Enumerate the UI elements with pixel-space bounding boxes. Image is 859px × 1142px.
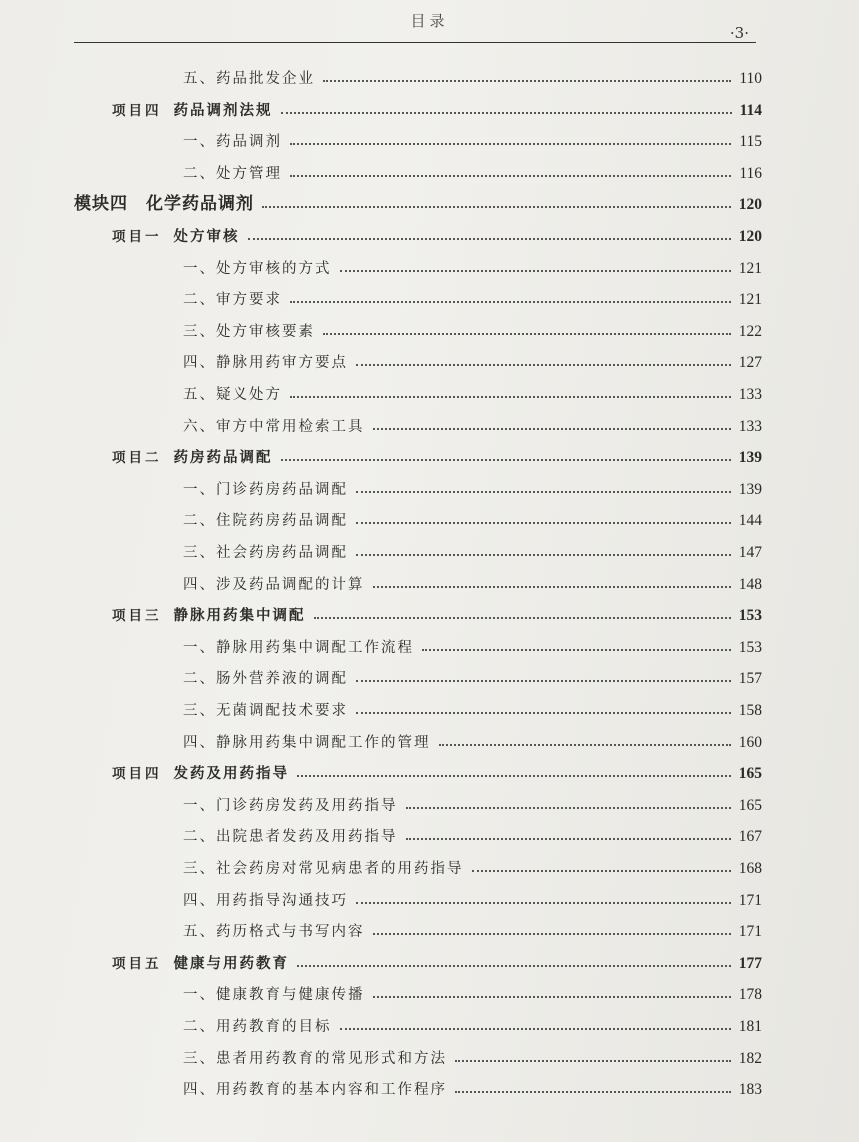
toc-entry-label — [183, 731, 431, 752]
toc-entry-module — [74, 188, 762, 214]
toc-entry-label — [183, 541, 348, 562]
dot-leader — [356, 491, 731, 493]
dot-leader — [373, 933, 731, 935]
toc-entry-page-number: 157 — [738, 670, 762, 688]
toc-entry-page-number: 160 — [738, 733, 762, 751]
toc-entry-label — [112, 604, 306, 625]
toc-entry-project — [112, 94, 762, 120]
toc-entry-page-number: 115 — [739, 133, 762, 151]
toc-entry-label — [183, 825, 398, 846]
toc-entry-title: 四、涉及药品调配的计算 — [183, 576, 365, 593]
toc-entry-page-number: 181 — [738, 1018, 762, 1035]
toc-entry-section — [183, 378, 762, 404]
toc-entry-page-number: 116 — [739, 164, 762, 182]
toc-entry-label — [183, 257, 332, 278]
toc-entry-label — [112, 225, 240, 246]
toc-entry-title: 一、处方审核的方式 — [183, 260, 332, 277]
toc-entry-section — [183, 1042, 762, 1068]
toc-entry-page-number: 147 — [738, 544, 762, 561]
toc-entry-title: 一、药品调剂 — [183, 134, 282, 151]
toc-entry-label — [183, 1015, 332, 1036]
toc-entry-section — [183, 157, 762, 183]
toc-entry-page-number: 120 — [738, 228, 762, 245]
toc-entry-page-number: 122 — [738, 322, 762, 340]
toc-entry-label — [183, 288, 282, 309]
toc-entry-section — [183, 315, 762, 341]
toc-entry-title: 发药及用药指导 — [173, 765, 289, 783]
dot-leader — [323, 80, 731, 82]
toc-entry-section — [183, 789, 762, 815]
project-number-tag: 项目四 — [112, 766, 162, 783]
toc-entry-label — [183, 1047, 447, 1068]
dot-leader — [455, 1091, 731, 1093]
dot-leader — [356, 712, 731, 714]
dot-leader — [472, 870, 731, 872]
toc-entry-title: 三、处方审核要素 — [183, 323, 315, 340]
running-header-title: 目录 — [410, 12, 449, 30]
project-number-tag: 项目一 — [112, 229, 162, 245]
toc-entry-label — [183, 667, 348, 688]
dot-leader — [323, 333, 731, 335]
toc-entry-page-number: 171 — [738, 923, 762, 941]
toc-entry-page-number: 171 — [738, 891, 762, 909]
toc-entry-page-number: 133 — [738, 417, 762, 435]
dot-leader — [373, 428, 731, 430]
toc-entry-section — [183, 252, 762, 278]
toc-entry-section — [183, 504, 762, 530]
toc-entry-title: 五、药历格式与书写内容 — [183, 924, 365, 941]
toc-entry-page-number: 165 — [738, 765, 762, 783]
toc-entry-label — [183, 320, 315, 341]
toc-entry-title: 健康与用药教育 — [173, 954, 289, 972]
dot-leader — [373, 996, 731, 998]
toc-entry-section — [183, 346, 762, 372]
toc-entry-label — [183, 162, 282, 183]
toc-entry-project — [112, 947, 762, 973]
toc-entry-page-number: 153 — [738, 638, 762, 656]
toc-entry-label — [183, 794, 398, 815]
toc-entry-label — [183, 1078, 447, 1099]
toc-entry-page-number: 139 — [738, 449, 762, 467]
toc-entry-title: 三、社会药房对常见病患者的用药指导 — [183, 861, 464, 877]
dot-leader — [340, 270, 731, 272]
toc-entry-label — [74, 189, 254, 214]
toc-entry-section — [183, 631, 762, 657]
toc-entry-section — [183, 536, 762, 562]
toc-entry-label — [183, 857, 464, 878]
toc-entry-project — [112, 441, 762, 467]
toc-entry-title: 五、药品批发企业 — [183, 71, 315, 87]
dot-leader — [356, 554, 731, 556]
toc-entry-title: 四、静脉用药审方要点 — [183, 355, 348, 372]
toc-entry-label — [183, 130, 282, 151]
toc-entry-label — [183, 983, 365, 1004]
dot-leader — [290, 175, 731, 177]
toc-entry-section — [183, 694, 762, 720]
toc-entry-page-number: 165 — [738, 796, 762, 814]
dot-leader — [281, 459, 731, 461]
toc-entry-section — [183, 125, 762, 151]
toc-entry-page-number: 182 — [738, 1049, 762, 1067]
dot-leader — [422, 649, 731, 651]
toc-entry-label — [183, 415, 365, 436]
toc-entry-section — [183, 978, 762, 1004]
dot-leader — [290, 301, 731, 303]
dot-leader — [281, 112, 732, 114]
project-number-tag: 项目三 — [112, 608, 162, 625]
header-rule — [74, 42, 756, 43]
toc-entry-project — [112, 757, 762, 783]
dot-leader — [406, 838, 731, 840]
toc-entry-page-number: 158 — [738, 702, 762, 719]
toc-entry-label — [183, 699, 348, 720]
toc-entry-title: 一、门诊药房发药及用药指导 — [183, 797, 398, 814]
toc-entry-section — [183, 410, 762, 436]
toc-entry-page-number: 114 — [739, 101, 762, 119]
dot-leader — [290, 396, 731, 398]
toc-entry-page-number: 148 — [738, 575, 762, 593]
dot-leader — [373, 586, 731, 588]
toc-entry-label — [112, 446, 273, 467]
toc-entry-title: 一、健康教育与健康传播 — [183, 987, 365, 1004]
toc-entry-title: 二、住院药房药品调配 — [183, 513, 348, 530]
toc-entry-title: 模块四 化学药品调剂 — [74, 194, 254, 215]
toc-entry-section — [183, 473, 762, 499]
toc-entry-project — [112, 599, 762, 625]
toc-entry-section — [183, 1073, 762, 1099]
toc-entry-section — [183, 726, 762, 752]
toc-entry-page-number: 121 — [738, 291, 762, 309]
toc-entry-page-number: 127 — [738, 354, 762, 372]
dot-leader — [262, 206, 731, 208]
toc-entry-page-number: 120 — [738, 196, 762, 214]
toc-entry-section — [183, 1010, 762, 1036]
toc-entry-title: 处方审核 — [173, 228, 240, 245]
toc-entry-title: 二、处方管理 — [183, 165, 282, 182]
toc-entry-page-number: 139 — [738, 480, 762, 498]
toc-entry-title: 三、患者用药教育的常见形式和方法 — [183, 1050, 447, 1067]
dot-leader — [340, 1028, 731, 1030]
dot-leader — [356, 680, 731, 682]
project-number-tag: 项目五 — [112, 955, 162, 972]
toc-entry-title: 药房药品调配 — [173, 449, 273, 467]
toc-entry-page-number: 121 — [738, 259, 762, 277]
toc-entry-title: 三、无菌调配技术要求 — [183, 703, 348, 719]
toc-entry-page-number: 153 — [738, 607, 762, 625]
toc-entry-label — [112, 99, 273, 120]
toc-entry-section — [183, 915, 762, 941]
dot-leader — [356, 522, 731, 524]
toc-entry-label — [183, 636, 414, 657]
toc-entry-page-number: 168 — [738, 860, 762, 877]
toc-entry-page-number: 183 — [738, 1081, 762, 1099]
toc-entry-title: 二、审方要求 — [183, 292, 282, 309]
project-number-tag: 项目四 — [112, 102, 162, 119]
dot-leader — [290, 143, 731, 145]
toc-entry-label — [183, 383, 282, 404]
toc-entry-label — [112, 762, 289, 783]
toc-entry-title: 四、静脉用药集中调配工作的管理 — [183, 734, 431, 751]
toc-entry-page-number: 144 — [738, 512, 762, 530]
toc-entry-section — [183, 852, 762, 878]
dot-leader — [356, 902, 731, 904]
toc-entry-title: 四、用药教育的基本内容和工作程序 — [183, 1082, 447, 1099]
toc-entry-page-number: 133 — [738, 386, 762, 403]
dot-leader — [406, 807, 731, 809]
toc-entry-title: 静脉用药集中调配 — [173, 607, 306, 625]
toc-entry-title: 二、肠外营养液的调配 — [183, 671, 348, 688]
toc-entry-title: 五、疑义处方 — [183, 387, 282, 403]
toc-entry-title: 四、用药指导沟通技巧 — [183, 892, 348, 909]
dot-leader — [297, 965, 731, 967]
toc-entry-page-number: 110 — [739, 70, 762, 87]
toc-entry-label — [112, 952, 289, 973]
toc-entry-title: 三、社会药房药品调配 — [183, 545, 348, 561]
toc-entry-label — [183, 478, 348, 499]
toc-entry-section — [183, 568, 762, 594]
toc-entry-section — [183, 62, 762, 88]
toc-entry-label — [183, 573, 365, 594]
project-number-tag: 项目二 — [112, 450, 162, 467]
dot-leader — [248, 238, 731, 240]
toc-entry-label — [183, 509, 348, 530]
toc-entry-title: 六、审方中常用检索工具 — [183, 418, 365, 435]
toc-entry-label — [183, 889, 348, 910]
toc-entry-title: 药品调剂法规 — [173, 101, 273, 119]
dot-leader — [455, 1060, 731, 1062]
toc-entry-title: 一、门诊药房药品调配 — [183, 481, 348, 498]
toc-entry-label — [183, 351, 348, 372]
toc-entry-page-number: 177 — [738, 954, 762, 972]
toc-entry-label — [183, 67, 315, 88]
dot-leader — [297, 775, 731, 777]
toc-entry-section — [183, 283, 762, 309]
toc-entry-page-number: 167 — [738, 828, 762, 846]
page-number: ·3· — [729, 24, 749, 42]
toc-entry-section — [183, 662, 762, 688]
toc-entry-page-number: 178 — [738, 986, 762, 1004]
toc-entry-title: 二、用药教育的目标 — [183, 1019, 332, 1035]
dot-leader — [314, 617, 731, 619]
toc-entry-title: 一、静脉用药集中调配工作流程 — [183, 639, 414, 656]
toc-entry-label — [183, 920, 365, 941]
toc-entry-section — [183, 884, 762, 910]
toc-entry-section — [183, 820, 762, 846]
dot-leader — [356, 364, 731, 366]
dot-leader — [439, 744, 731, 746]
toc-entry-title: 二、出院患者发药及用药指导 — [183, 829, 398, 846]
toc-entry-project — [112, 220, 762, 246]
